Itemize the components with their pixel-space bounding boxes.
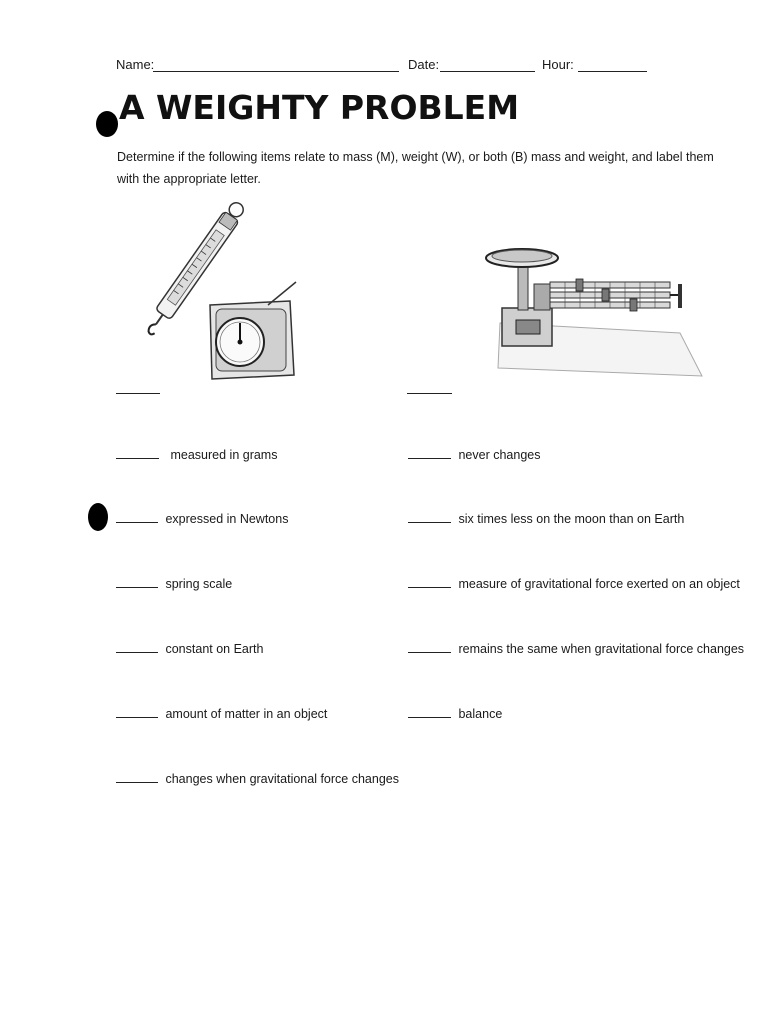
name-field[interactable] bbox=[153, 59, 399, 72]
list-item: amount of matter in an object bbox=[116, 705, 327, 721]
list-item: constant on Earth bbox=[116, 640, 263, 656]
list-item: spring scale bbox=[116, 575, 232, 591]
answer-blank-right-image[interactable] bbox=[407, 393, 452, 394]
answer-blank[interactable] bbox=[116, 446, 159, 459]
answer-blank[interactable] bbox=[116, 575, 158, 588]
name-label: Name: bbox=[116, 57, 155, 72]
answer-blank[interactable] bbox=[408, 446, 451, 459]
list-item: six times less on the moon than on Earth bbox=[408, 510, 684, 526]
answer-blank[interactable] bbox=[408, 575, 451, 588]
answer-blank[interactable] bbox=[116, 510, 158, 523]
list-item: expressed in Newtons bbox=[116, 510, 288, 526]
list-item: never changes bbox=[408, 446, 541, 462]
triple-beam-balance-image bbox=[480, 238, 705, 380]
spring-scale-image bbox=[125, 200, 305, 385]
hour-label: Hour: bbox=[542, 57, 574, 72]
page-title: A WEIGHTY PROBLEM bbox=[119, 88, 520, 127]
answer-blank[interactable] bbox=[116, 705, 158, 718]
list-item: remains the same when gravitational force changes bbox=[408, 640, 744, 656]
date-label: Date: bbox=[408, 57, 440, 72]
binder-hole-top bbox=[96, 111, 118, 137]
hour-field[interactable] bbox=[578, 59, 647, 72]
answer-blank[interactable] bbox=[408, 640, 451, 653]
date-field[interactable] bbox=[440, 59, 535, 72]
list-item: balance bbox=[408, 705, 502, 721]
answer-blank[interactable] bbox=[116, 640, 158, 653]
binder-hole-middle bbox=[88, 503, 108, 531]
answer-blank-left-image[interactable] bbox=[116, 393, 160, 394]
list-item: measured in grams bbox=[116, 446, 277, 462]
answer-blank[interactable] bbox=[408, 705, 451, 718]
answer-blank[interactable] bbox=[408, 510, 451, 523]
instructions: Determine if the following items relate to mass (M), weight (W), or both (B) mass and weight, and label them with the appropriate letter. bbox=[117, 150, 714, 186]
list-item: changes when gravitational force changes bbox=[116, 770, 399, 786]
answer-blank[interactable] bbox=[116, 770, 158, 783]
list-item: measure of gravitational force exerted on an object bbox=[408, 575, 740, 591]
